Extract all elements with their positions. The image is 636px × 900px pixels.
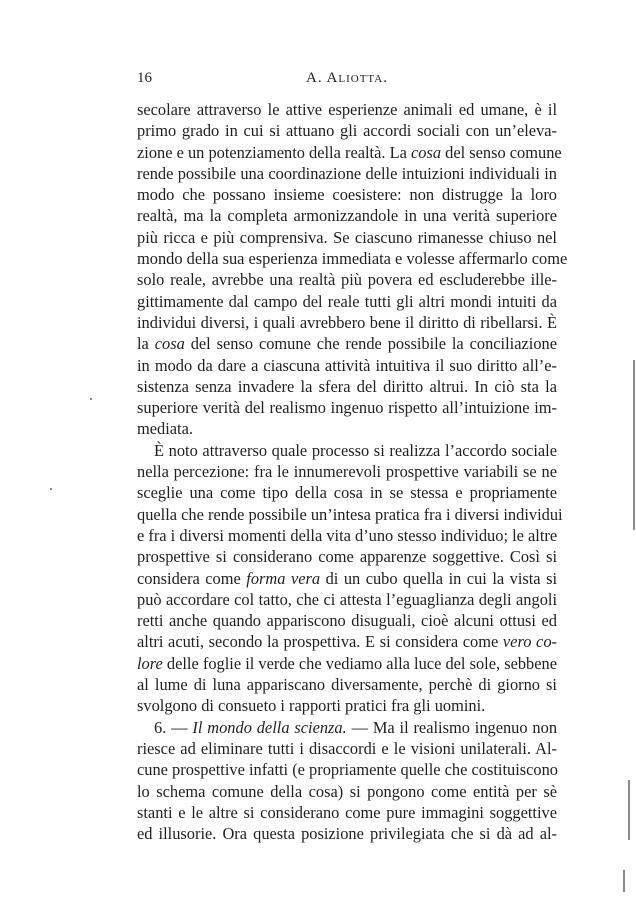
running-head: A. Aliotta. xyxy=(306,70,388,86)
text-line: quella che rende possibile un’intesa pratica fra i diversi individui xyxy=(137,504,563,524)
italic-term: cosa xyxy=(154,334,185,354)
text-segment: zione e un potenziamento della realtà. La xyxy=(137,142,407,162)
text-line: mediata. xyxy=(137,419,193,439)
text-segment: di un cubo quella in cui la vista si xyxy=(325,568,558,588)
text-line xyxy=(137,631,557,652)
text-line: svolgono di consueto i rapporti pratici fra gli uomini. xyxy=(137,696,486,716)
text-line: gittimamente dal campo del reale tutti gli altri mondi intuiti da xyxy=(137,291,557,311)
text-line: in modo da dare a ciascuna attività intuitiva il suo diritto all’e- xyxy=(137,355,557,375)
scan-speck xyxy=(90,398,92,400)
body-text xyxy=(137,99,568,844)
text-segment: del senso comune xyxy=(445,142,562,162)
text-line: realtà, ma la completa armonizzandole in una verità superiore xyxy=(137,206,557,226)
text-line: modo che possano insieme coesistere: non distrugge la loro xyxy=(137,185,557,205)
text-line: sistenza senza invadere la sfera del diritto altrui. In ciò sta la xyxy=(137,376,557,396)
text-line: e fra i diversi momenti della vita d’uno stesso individuo; le altre xyxy=(137,525,558,545)
text-line xyxy=(137,568,557,589)
text-line: più ricca e più comprensiva. Se ciascuno rimanesse chiuso nel xyxy=(137,227,557,247)
text-line: riesce ad eliminare tutti i disaccordi e le visioni unilaterali. Al- xyxy=(137,738,557,758)
text-line: cune prospettive infatti (e propriamente quelle che costituiscono xyxy=(137,760,559,780)
italic-term: cosa xyxy=(410,142,442,162)
text-line: individui diversi, i quali avrebbero bene il diritto di ribellarsi. È xyxy=(137,312,557,332)
text-segment: — Ma il realismo ingenuo non xyxy=(351,717,558,737)
text-line: mondo della sua esperienza immediata e volesse affermarlo come xyxy=(137,249,568,269)
text-segment: altri acuti, secondo la prospettiva. E si considera come xyxy=(137,632,499,652)
text-line: al lume di luna appariscano diversamente, perchè di giorno si xyxy=(137,675,557,695)
text-line: È noto attraverso quale processo si realizza l’accordo sociale xyxy=(154,440,557,460)
scan-edge-mark xyxy=(628,780,630,840)
text-line: primo grado in cui si attuano gli accordi sociali con un’eleva- xyxy=(137,121,557,141)
italic-term: lore xyxy=(137,653,163,673)
text-segment: del senso comune che rende possibile la conciliazione xyxy=(190,334,557,354)
italic-term: forma vera xyxy=(246,568,321,588)
text-line xyxy=(137,333,557,354)
text-line: nella percezione: fra le innumerevoli prospettive variabili se ne xyxy=(137,462,557,482)
scan-edge-mark xyxy=(623,870,625,892)
page-number: 16 xyxy=(137,70,152,86)
page-header xyxy=(137,70,557,92)
paragraph-1 xyxy=(137,99,568,440)
section-number: 6. — xyxy=(154,717,188,737)
text-line: prospettive si considerano come apparenze soggettive. Così si xyxy=(137,547,557,567)
text-line: secolare attraverso le attive esperienze animali ed umane, è il xyxy=(137,100,557,119)
text-line: superiore verità del realismo ingenuo rispetto all’intuizione im- xyxy=(137,398,557,418)
text-line xyxy=(137,142,562,163)
text-segment: delle foglie il verde che vediamo alla luce del sole, sebbene xyxy=(166,653,557,673)
text-line: sceglie una come tipo della cosa in se stessa e propriamente xyxy=(137,483,557,503)
section-heading-line xyxy=(137,717,557,738)
text-line: lo schema comune della cosa) si pongono come entità per sè xyxy=(137,781,557,801)
text-line: ed illusorie. Ora questa posizione privilegiata che si dà ad al- xyxy=(137,824,557,844)
text-segment: considera come xyxy=(137,568,241,588)
paragraph-3 xyxy=(137,717,557,845)
text-line: stanti e le altre si considerano come pure immagini soggettive xyxy=(137,802,557,822)
italic-term: vero co- xyxy=(502,632,557,652)
scan-edge-mark xyxy=(633,360,635,530)
paragraph-2 xyxy=(137,440,563,717)
text-line: retti anche quando appariscono disuguali, cioè alcuni ottusi ed xyxy=(137,611,557,631)
text-line: può accordare col tatto, che ci attesta l’eguaglianza degli angoli xyxy=(137,589,557,609)
text-line: solo reale, avrebbe una realtà più povera ed escluderebbe ille- xyxy=(137,270,557,290)
text-line: rende possibile una coordinazione delle intuizioni individuali in xyxy=(137,163,557,183)
text-segment: la xyxy=(137,334,149,354)
text-line xyxy=(137,653,557,674)
scan-speck xyxy=(50,488,52,490)
section-title: Il mondo della scienza. xyxy=(192,717,347,737)
